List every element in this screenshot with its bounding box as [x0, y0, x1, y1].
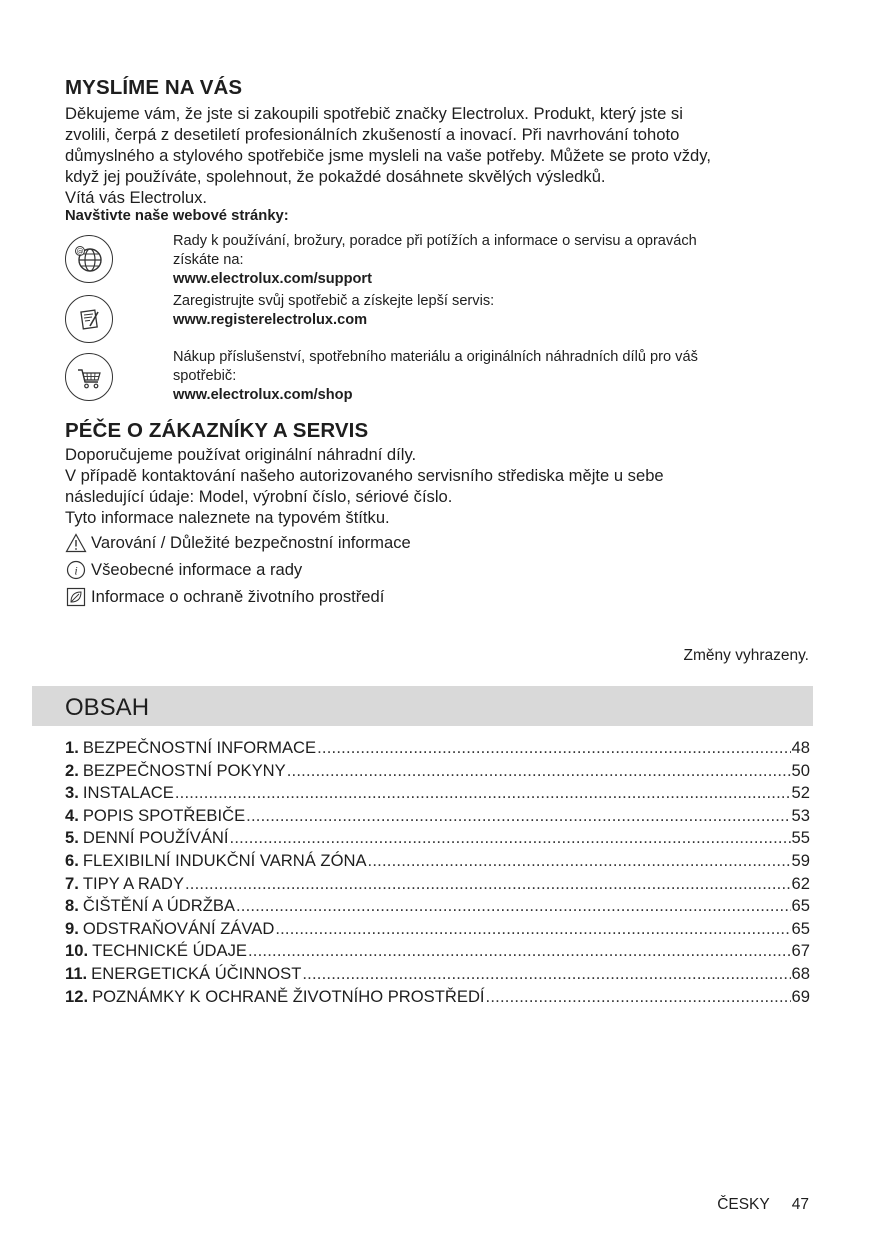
toc-title: OBSAH [65, 694, 150, 721]
legend-text: Informace o ochraně životního prostředí [91, 587, 385, 606]
toc-item[interactable]: 11. ENERGETICKÁ ÚČINNOST ..... 68 [65, 964, 810, 987]
web-item-text: získáte na: [173, 252, 244, 268]
legend-text: Všeobecné informace a rady [91, 560, 303, 579]
toc-item[interactable]: 10. TECHNICKÉ ÚDAJE ..... 67 [65, 941, 810, 964]
intro-line: Děkujeme vám, že jste si zakoupili spotřebič značky Electrolux. Produkt, který jste si [65, 104, 683, 123]
toc-item[interactable]: 7. TIPY A RADY ..... 62 [65, 874, 810, 897]
section-title-myslime: MYSLÍME NA VÁS [65, 76, 243, 99]
svg-text:i: i [74, 563, 78, 578]
footer-page-number: 47 [791, 1196, 809, 1213]
service-paragraph [65, 444, 825, 528]
visit-website-label: Navštivte naše webové stránky: [65, 208, 289, 224]
shop-link[interactable]: www.electrolux.com/shop [173, 387, 353, 403]
web-item-text: Zaregistrujte svůj spotřebič a získejte lepší servis: [173, 293, 495, 309]
support-link[interactable]: www.electrolux.com/support [173, 271, 372, 287]
warning-icon [65, 533, 87, 553]
intro-line: zvolili, čerpá z desetiletí profesionálních zkušeností a inovací. Při navrhování tohoto [65, 125, 680, 144]
section-title-pece: PÉČE O ZÁKAZNÍKY A SERVIS [65, 419, 369, 442]
register-link[interactable]: www.registerelectrolux.com [173, 312, 368, 328]
web-item-text: Nákup příslušenství, spotřebního materiálu a originálních náhradních dílů pro váš [173, 349, 698, 365]
info-icon [65, 560, 87, 580]
legend-info [65, 560, 302, 580]
service-line: následující údaje: Model, výrobní číslo, sériové číslo. [65, 487, 453, 506]
service-line: Tyto informace naleznete na typovém štítku. [65, 508, 390, 527]
toc-item[interactable]: 8. ČIŠTĚNÍ A ÚDRŽBA ..... 65 [65, 896, 810, 919]
toc-item[interactable]: 12. POZNÁMKY K OCHRANĚ ŽIVOTNÍHO PROSTŘEDÍ ..... 69 [65, 987, 810, 1010]
service-line: V případě kontaktování našeho autorizovaného servisního střediska mějte u sebe [65, 466, 664, 485]
shopping-cart-icon [65, 353, 113, 401]
web-item-text: spotřebič: [173, 368, 237, 384]
intro-line: Vítá vás Electrolux. [65, 188, 208, 207]
intro-paragraph [65, 103, 825, 208]
legend-text: Varování / Důležité bezpečnostní informace [91, 533, 411, 552]
web-item-text: Rady k používání, brožury, poradce při potížích a informace o servisu a opravách [173, 233, 697, 249]
toc-item[interactable]: 4. POPIS SPOTŘEBIČE ..... 53 [65, 806, 810, 829]
register-icon [65, 295, 113, 343]
globe-icon [65, 235, 113, 283]
toc-header-bar [32, 686, 813, 726]
toc-item[interactable]: 6. FLEXIBILNÍ INDUKČNÍ VARNÁ ZÓNA ..... 59 [65, 851, 810, 874]
changes-reserved-note: Změny vyhrazeny. [683, 647, 809, 664]
toc-item[interactable]: 3. INSTALACE ..... 52 [65, 783, 810, 806]
service-line: Doporučujeme používat originální náhradní díly. [65, 445, 417, 464]
leaf-icon [65, 587, 87, 607]
toc-item[interactable]: 1. BEZPEČNOSTNÍ INFORMACE ..... 48 [65, 738, 810, 761]
footer-language: ČESKY [717, 1196, 770, 1213]
intro-line: důmyslného a stylového spotřebiče jsme mysleli na vaše potřeby. Můžete se proto vždy, [65, 146, 711, 165]
legend-environment [65, 587, 384, 607]
table-of-contents [65, 738, 810, 1009]
toc-item[interactable]: 2. BEZPEČNOSTNÍ POKYNY ..... 50 [65, 761, 810, 784]
toc-item[interactable]: 5. DENNÍ POUŽÍVÁNÍ ..... 55 [65, 828, 810, 851]
svg-text:@: @ [76, 247, 84, 256]
intro-line: když jej používáte, spolehnout, že pokaždé dosáhnete skvělých výsledků. [65, 167, 606, 186]
toc-item[interactable]: 9. ODSTRAŇOVÁNÍ ZÁVAD ..... 65 [65, 919, 810, 942]
page-footer [717, 1196, 809, 1214]
legend-warning [65, 533, 411, 553]
